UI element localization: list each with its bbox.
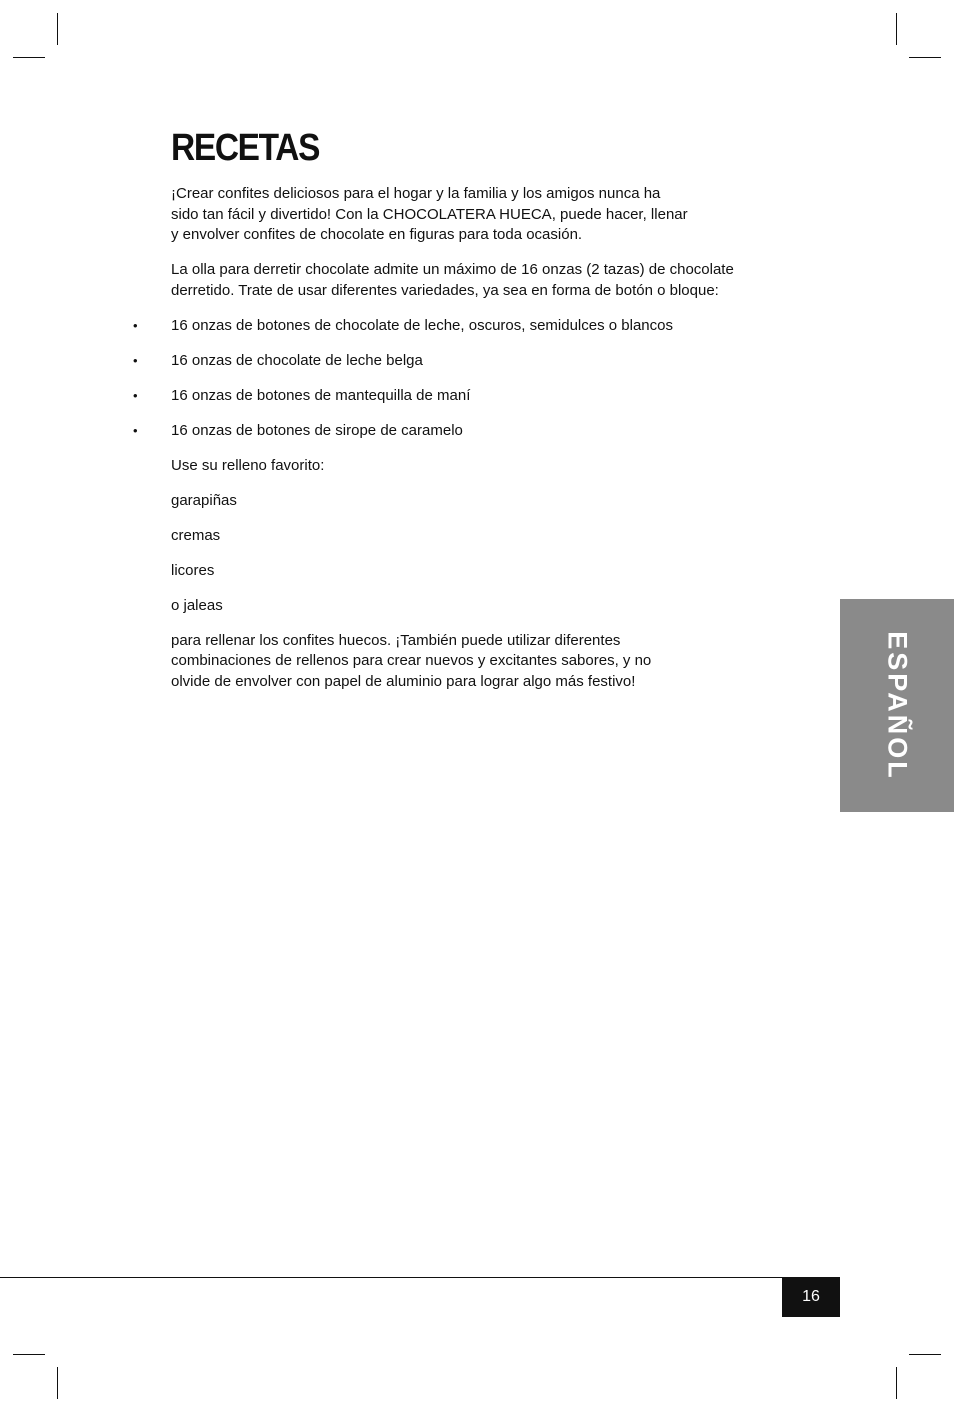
capacity-line-1: La olla para derretir chocolate admite un máximo de 16 onzas (2 tazas) de chocolate	[171, 261, 734, 278]
list-item	[133, 386, 811, 407]
bullet-text: 16 onzas de botones de mantequilla de maní	[171, 386, 471, 404]
crop-mark-bottom-right-horizontal	[909, 1354, 941, 1355]
crop-mark-top-left-horizontal	[13, 57, 45, 58]
closing-line-2: combinaciones de rellenos para crear nuevos y excitantes sabores, y no	[171, 652, 652, 669]
crop-mark-bottom-left-vertical	[57, 1367, 58, 1399]
crop-mark-top-left-vertical	[57, 13, 58, 45]
intro-line-2: sido tan fácil y divertido! Con la CHOCOLATERA HUECA, puede hacer, llenar	[171, 205, 688, 223]
filling-item: garapiñas	[171, 491, 237, 509]
bullet-icon: •	[133, 317, 138, 333]
crop-mark-bottom-left-horizontal	[13, 1354, 45, 1355]
list-item	[133, 316, 811, 337]
page-number: 16	[802, 1288, 820, 1305]
filling-item: o jaleas	[171, 596, 223, 614]
bullet-icon: •	[133, 422, 138, 438]
bullet-text: 16 onzas de chocolate de leche belga	[171, 351, 423, 369]
closing-line-3: olvide de envolver con papel de aluminio para lograr algo más festivo!	[171, 672, 636, 690]
filling-intro: Use su relleno favorito:	[171, 456, 325, 474]
bullet-text: 16 onzas de botones de chocolate de leche, oscuros, semidulces o blancos	[171, 316, 673, 334]
bullet-text: 16 onzas de botones de sirope de caramelo	[171, 421, 463, 439]
crop-mark-top-right-vertical	[896, 13, 897, 45]
filling-item: licores	[171, 561, 215, 579]
capacity-line-2: derretido. Trate de usar diferentes variedades, ya sea en forma de botón o bloque:	[171, 281, 719, 299]
closing-line-1: para rellenar los confites huecos. ¡También puede utilizar diferentes	[171, 631, 621, 649]
page-number-badge	[782, 1277, 840, 1317]
filling-item: cremas	[171, 526, 221, 544]
intro-paragraph	[171, 184, 811, 246]
footer-divider	[0, 1277, 840, 1278]
language-tab	[840, 599, 954, 812]
list-item	[133, 421, 811, 442]
bullet-icon: •	[133, 352, 138, 368]
crop-mark-top-right-horizontal	[909, 57, 941, 58]
intro-line-1: ¡Crear confites deliciosos para el hogar y la familia y los amigos nunca ha	[171, 185, 661, 202]
bullet-icon: •	[133, 387, 138, 403]
closing-paragraph	[171, 631, 811, 693]
list-item	[133, 351, 811, 372]
crop-mark-bottom-right-vertical	[896, 1367, 897, 1399]
recipe-content	[133, 184, 811, 707]
capacity-paragraph	[171, 260, 811, 301]
intro-line-3: y envolver confites de chocolate en figuras para toda ocasión.	[171, 226, 583, 243]
page-title: RECETAS	[171, 127, 320, 169]
language-tab-label: ESPAÑOL	[882, 630, 913, 781]
